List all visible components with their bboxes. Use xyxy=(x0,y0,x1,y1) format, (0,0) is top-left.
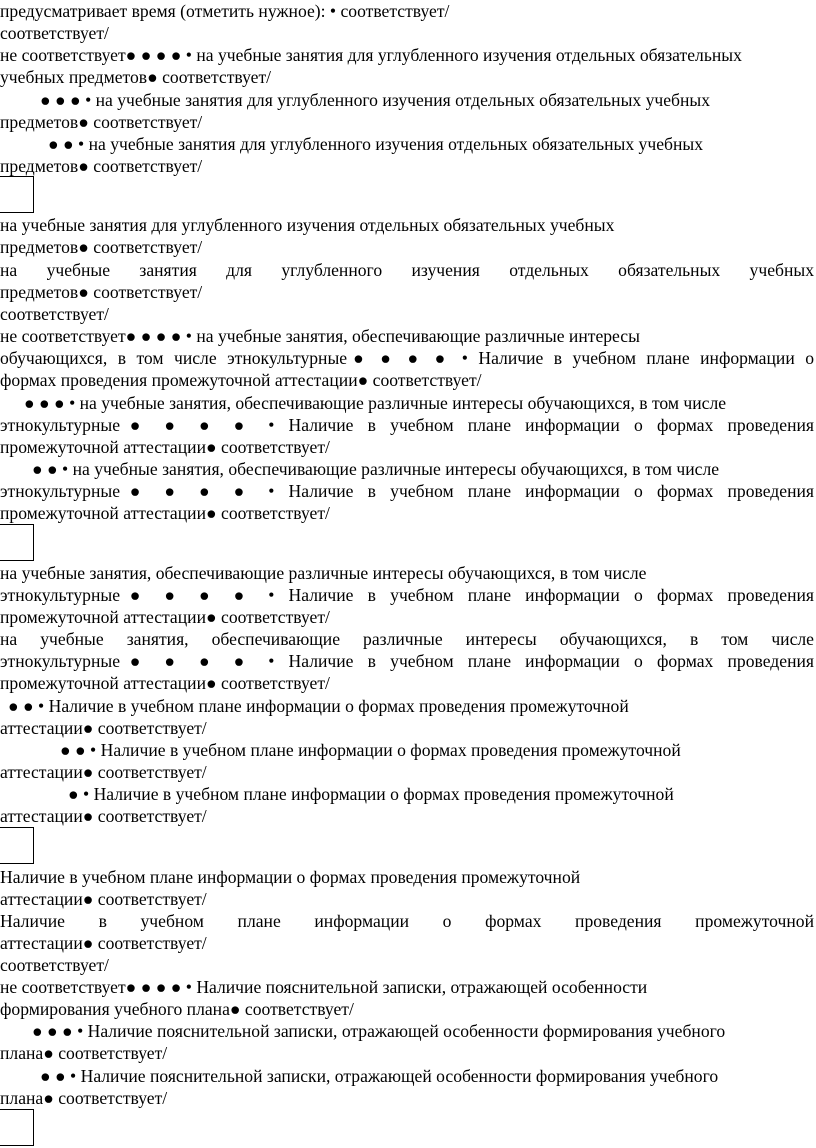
text-line-27: этнокультурные● ● ● ● • Наличие в учебном плане информации о формах проведения xyxy=(0,651,814,671)
text-line-41: формирования учебного плана● соответствует/ xyxy=(0,999,354,1019)
checkbox-3[interactable] xyxy=(0,827,34,864)
text-line-20: ● ● • на учебные занятия, обеспечивающие различные интересы обучающихся, в том числе xyxy=(32,459,720,479)
text-line-30: аттестации● соответствует/ xyxy=(0,718,207,738)
text-line-17: ● ● ● • на учебные занятия, обеспечивающие различные интересы обучающихся, в том числе xyxy=(24,393,727,413)
text-line-18: этнокультурные● ● ● ● • Наличие в учебном плане информации о формах проведения xyxy=(0,415,814,435)
text-line-28: промежуточной аттестации● соответствует/ xyxy=(0,673,330,693)
text-line-33: ● • Наличие в учебном плане информации о формах проведения промежуточной xyxy=(68,784,674,804)
text-line-11: на учебные занятия для углубленного изучения отдельных обязательных учебных xyxy=(0,260,814,280)
text-line-45: плана● соответствует/ xyxy=(0,1088,168,1108)
text-line-34: аттестации● соответствует/ xyxy=(0,806,207,826)
text-line-23: на учебные занятия, обеспечивающие различные интересы обучающихся, в том числе xyxy=(0,563,647,583)
text-line-31: ● ● • Наличие в учебном плане информации о формах проведения промежуточной xyxy=(60,740,681,760)
text-line-6: предметов● соответствует/ xyxy=(0,112,203,132)
text-line-8: предметов● соответствует/ xyxy=(0,156,203,176)
text-line-16: формах проведения промежуточной аттестации● соответствует/ xyxy=(0,370,482,390)
text-line-44: ● ● • Наличие пояснительной записки, отражающей особенности формирования учебного xyxy=(40,1066,719,1086)
text-line-35: Наличие в учебном плане информации о формах проведения промежуточной xyxy=(0,867,581,887)
text-line-26: на учебные занятия, обеспечивающие различные интересы обучающихся, в том числе xyxy=(0,629,814,649)
text-line-32: аттестации● соответствует/ xyxy=(0,762,207,782)
text-line-24: этнокультурные● ● ● ● • Наличие в учебном плане информации о формах проведения xyxy=(0,585,814,605)
checkbox-4[interactable] xyxy=(0,1109,34,1146)
text-line-38: аттестации● соответствует/ xyxy=(0,933,207,953)
text-line-43: плана● соответствует/ xyxy=(0,1043,168,1063)
text-line-10: предметов● соответствует/ xyxy=(0,237,203,257)
text-line-29: ● ● • Наличие в учебном плане информации о формах проведения промежуточной xyxy=(8,696,629,716)
text-line-13: соответствует/ xyxy=(0,304,109,324)
checkbox-1[interactable] xyxy=(0,176,34,213)
text-line-15: обучающихся, в том числе этнокультурные● ● ● ● • Наличие в учебном плане информации о xyxy=(0,348,814,368)
text-line-7: ● ● • на учебные занятия для углубленного изучения отдельных обязательных учебных xyxy=(48,134,703,154)
text-line-40: не соответствует● ● ● ● • Наличие пояснительной записки, отражающей особенности xyxy=(0,977,648,997)
text-line-22: промежуточной аттестации● соответствует/ xyxy=(0,503,330,523)
text-line-42: ● ● ● • Наличие пояснительной записки, отражающей особенности формирования учебного xyxy=(32,1021,726,1041)
text-line-36: аттестации● соответствует/ xyxy=(0,889,207,909)
checkbox-2[interactable] xyxy=(0,524,34,561)
text-line-14: не соответствует● ● ● ● • на учебные занятия, обеспечивающие различные интересы xyxy=(0,326,640,346)
text-line-25: промежуточной аттестации● соответствует/ xyxy=(0,607,330,627)
text-line-1: предусматривает время (отметить нужное): • соответствует/ xyxy=(0,1,450,21)
text-line-5: ● ● ● • на учебные занятия для углубленного изучения отдельных обязательных учебных xyxy=(40,90,711,110)
text-line-4: учебных предметов● соответствует/ xyxy=(0,67,272,87)
text-line-9: на учебные занятия для углубленного изучения отдельных обязательных учебных xyxy=(0,215,615,235)
text-line-19: промежуточной аттестации● соответствует/ xyxy=(0,437,330,457)
text-line-2: соответствует/ xyxy=(0,23,109,43)
text-line-3: не соответствует● ● ● ● • на учебные занятия для углубленного изучения отдельных обязательных xyxy=(0,45,742,65)
text-line-39: соответствует/ xyxy=(0,955,109,975)
text-line-12: предметов● соответствует/ xyxy=(0,282,203,302)
text-line-37: Наличие в учебном плане информации о формах проведения промежуточной xyxy=(0,911,814,931)
text-line-21: этнокультурные● ● ● ● • Наличие в учебном плане информации о формах проведения xyxy=(0,481,814,501)
